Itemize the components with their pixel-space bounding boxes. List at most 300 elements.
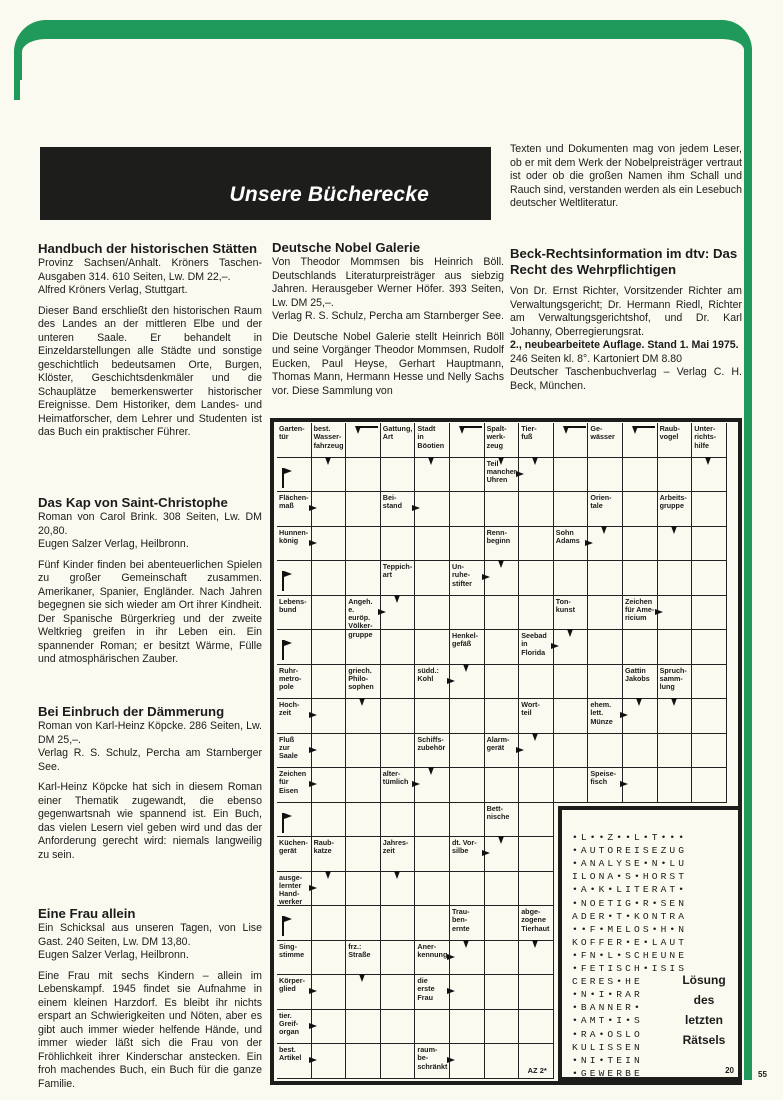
answer-cell[interactable] bbox=[312, 561, 347, 596]
answer-cell[interactable] bbox=[346, 906, 381, 941]
answer-cell[interactable] bbox=[450, 975, 485, 1010]
answer-cell[interactable] bbox=[692, 527, 727, 562]
solution-row: •NI•TEIN bbox=[572, 1054, 643, 1066]
answer-cell[interactable] bbox=[381, 941, 416, 976]
answer-cell[interactable] bbox=[554, 492, 589, 527]
article-title: Eine Frau allein bbox=[38, 906, 136, 921]
answer-cell[interactable] bbox=[588, 734, 623, 769]
clue-cell bbox=[277, 1010, 312, 1045]
answer-cell[interactable] bbox=[381, 527, 416, 562]
arrow-right-icon bbox=[447, 988, 455, 994]
arrow-right-icon bbox=[309, 1023, 317, 1029]
clue-cell bbox=[277, 699, 312, 734]
article-kap bbox=[38, 495, 262, 673]
clue-text: Un- ruhe- stifter bbox=[452, 562, 472, 588]
clue-text: griech. Philo- sophen bbox=[348, 665, 374, 692]
answer-cell[interactable] bbox=[450, 872, 485, 907]
meta-line: Eugen Salzer Verlag, Heilbronn. bbox=[38, 538, 189, 550]
clue-text: Alarm- gerät bbox=[486, 734, 510, 752]
meta-line: Verlag R. S. Schulz, Percha am Starnberger See. bbox=[272, 310, 505, 322]
meta-line: Roman von Karl-Heinz Köpcke. 286 Seiten, Lw. DM 25,–. bbox=[38, 720, 262, 746]
arrow-right-icon bbox=[309, 781, 317, 787]
answer-cell[interactable] bbox=[485, 699, 520, 734]
clue-cell bbox=[588, 768, 623, 803]
answer-cell[interactable] bbox=[312, 768, 347, 803]
answer-cell[interactable] bbox=[519, 492, 554, 527]
clue-text: Teil mancher Uhren bbox=[486, 458, 517, 485]
answer-cell[interactable] bbox=[623, 561, 658, 596]
answer-cell[interactable] bbox=[312, 906, 347, 941]
clue-text: Garten- tür bbox=[279, 424, 305, 442]
clue-cell bbox=[381, 768, 416, 803]
clue-cell bbox=[277, 492, 312, 527]
solution-row: •BANNER• bbox=[572, 1002, 643, 1014]
arrow-down-icon bbox=[463, 664, 469, 672]
answer-cell[interactable] bbox=[415, 527, 450, 562]
answer-cell[interactable] bbox=[485, 665, 520, 700]
clue-cell bbox=[277, 1044, 312, 1079]
solution-row: CERES•HE bbox=[572, 976, 643, 988]
arrow-right-icon bbox=[309, 712, 317, 718]
answer-cell[interactable] bbox=[554, 423, 589, 458]
clue-cell bbox=[485, 734, 520, 769]
answer-cell[interactable] bbox=[554, 699, 589, 734]
clue-cell bbox=[485, 423, 520, 458]
answer-cell[interactable] bbox=[346, 458, 381, 493]
answer-cell[interactable] bbox=[623, 527, 658, 562]
arrow-down-icon bbox=[498, 457, 504, 465]
answer-cell[interactable] bbox=[415, 1010, 450, 1045]
answer-cell[interactable] bbox=[554, 561, 589, 596]
answer-cell[interactable] bbox=[415, 699, 450, 734]
answer-cell[interactable] bbox=[692, 768, 727, 803]
clue-text: Fluß zur Saale bbox=[279, 734, 298, 761]
clue-cell bbox=[277, 734, 312, 769]
answer-cell[interactable] bbox=[312, 527, 347, 562]
meta-line: Provinz Sachsen/Anhalt. Kröners Taschen-Ausgaben 314. 610 Seiten, Lw. DM 22,–. bbox=[38, 257, 262, 283]
arrow-down-icon bbox=[463, 940, 469, 948]
answer-cell[interactable] bbox=[623, 734, 658, 769]
answer-cell[interactable] bbox=[623, 768, 658, 803]
solution-row: ••F•MELOS•H•N bbox=[572, 923, 688, 935]
article-body: Eine Frau mit sechs Kindern – allein im Lebenskampf. 1945 findet sie Aufnahme in einem kleinen Harzdorf. Es bleibt ihr nichts erspart an Schwierigkeiten und Nöten, aber es gibt auch immer wieder helfende Hände, und immer wieder läßt sich die Frau von der Fröhlichkeit ihrer Kinderschar anstecken. Ein froh machendes Buch, ein Buch für die ganze Familie. bbox=[38, 969, 262, 1090]
answer-cell[interactable] bbox=[415, 803, 450, 838]
article-title: Das Kap von Saint-Christophe bbox=[38, 495, 228, 510]
answer-cell[interactable] bbox=[312, 975, 347, 1010]
clue-cell bbox=[277, 941, 312, 976]
answer-cell[interactable] bbox=[312, 803, 347, 838]
answer-cell[interactable] bbox=[692, 665, 727, 700]
clue-cell bbox=[588, 699, 623, 734]
solution-row: ADER•T•KONTRA bbox=[572, 910, 688, 922]
arrow-down-icon bbox=[671, 526, 677, 534]
answer-cell[interactable] bbox=[485, 975, 520, 1010]
answer-cell[interactable] bbox=[381, 975, 416, 1010]
answer-cell[interactable] bbox=[415, 596, 450, 631]
previous-solution-box bbox=[558, 806, 742, 1081]
answer-cell[interactable] bbox=[658, 561, 693, 596]
answer-cell[interactable] bbox=[519, 1010, 554, 1045]
answer-cell[interactable] bbox=[381, 1044, 416, 1079]
answer-cell[interactable] bbox=[277, 561, 312, 596]
arrow-right-icon bbox=[412, 505, 420, 511]
answer-cell[interactable] bbox=[519, 872, 554, 907]
answer-cell[interactable] bbox=[554, 768, 589, 803]
clue-cell bbox=[277, 975, 312, 1010]
article-body: Karl-Heinz Köpcke hat sich in diesem Roman einer Thematik zugewandt, die ebenso gegenwartsnah wie spannend ist. Ein Buch, das vielen Lesern viel geben wird und das der Anforderung gerecht wird: niemals langweilig zu sein. bbox=[38, 781, 262, 861]
answer-cell[interactable] bbox=[519, 561, 554, 596]
clue-text: Bett- nische bbox=[486, 803, 510, 821]
answer-cell[interactable] bbox=[450, 768, 485, 803]
answer-cell[interactable] bbox=[658, 596, 693, 631]
answer-cell[interactable] bbox=[346, 423, 381, 458]
answer-cell[interactable] bbox=[381, 665, 416, 700]
answer-cell[interactable] bbox=[485, 1044, 520, 1079]
clue-cell bbox=[312, 837, 347, 872]
answer-cell[interactable] bbox=[485, 492, 520, 527]
clue-text: raum- be- schränkt bbox=[417, 1045, 448, 1071]
answer-cell[interactable] bbox=[623, 492, 658, 527]
article-title: Beck-Rechtsinformation im dtv: Das Recht des Wehrpflichtigen bbox=[510, 246, 738, 277]
clue-cell bbox=[415, 1044, 450, 1079]
answer-cell[interactable] bbox=[485, 941, 520, 976]
arrow-right-icon bbox=[585, 540, 593, 546]
arrow-right-icon bbox=[447, 954, 455, 960]
answer-cell[interactable] bbox=[346, 837, 381, 872]
answer-cell[interactable] bbox=[485, 906, 520, 941]
answer-cell[interactable] bbox=[692, 734, 727, 769]
clue-cell bbox=[485, 527, 520, 562]
answer-cell[interactable] bbox=[415, 906, 450, 941]
answer-cell[interactable] bbox=[450, 423, 485, 458]
clue-text: Angeh. e. euröp. Völker- gruppe bbox=[348, 596, 373, 639]
clue-cell bbox=[277, 665, 312, 700]
answer-cell[interactable] bbox=[346, 768, 381, 803]
clue-text: Raub- katze bbox=[313, 838, 334, 856]
solution-label-line: Rätsels bbox=[682, 1033, 726, 1047]
clue-cell bbox=[623, 665, 658, 700]
article-nobel-continuation bbox=[510, 143, 742, 217]
solution-row: •NOETIG•R•SEN bbox=[572, 897, 688, 909]
clue-text: Ge- wässer bbox=[590, 424, 615, 442]
clue-text: tier. Greif- organ bbox=[279, 1010, 299, 1037]
clue-text: Aner- kennung bbox=[417, 941, 448, 959]
green-frame-top bbox=[14, 20, 752, 80]
clue-text: Speise- fisch bbox=[590, 769, 616, 787]
green-frame-right bbox=[744, 70, 752, 1080]
arrow-right-icon bbox=[482, 850, 490, 856]
answer-cell[interactable] bbox=[519, 1044, 554, 1079]
answer-cell[interactable] bbox=[312, 941, 347, 976]
clue-text: Tier- fuß bbox=[521, 424, 537, 442]
clue-cell bbox=[485, 803, 520, 838]
answer-cell[interactable] bbox=[588, 561, 623, 596]
article-title: Handbuch der historischen Stätten bbox=[38, 241, 258, 256]
arrow-down-icon bbox=[394, 871, 400, 879]
corner-arrow-right-icon bbox=[282, 571, 284, 591]
arrow-down-icon bbox=[567, 629, 573, 637]
clue-cell bbox=[450, 837, 485, 872]
clue-cell bbox=[346, 596, 381, 639]
answer-cell[interactable] bbox=[381, 1010, 416, 1045]
clue-text: Raub- vogel bbox=[659, 424, 680, 442]
solution-row: •GEWERBE bbox=[572, 1067, 643, 1079]
answer-cell[interactable] bbox=[519, 837, 554, 872]
clue-text: Seebad in Florida bbox=[521, 631, 547, 657]
answer-cell[interactable] bbox=[450, 458, 485, 493]
clue-cell bbox=[346, 941, 381, 976]
solution-row: ILONA•S•HORST bbox=[572, 871, 688, 883]
clue-text: Spruch- samm- lung bbox=[659, 665, 687, 692]
crossword-puzzle bbox=[270, 418, 742, 1085]
answer-cell[interactable] bbox=[450, 492, 485, 527]
corner-arrow-down-icon bbox=[356, 426, 378, 428]
solution-row: •ANALYSE•N•LU bbox=[572, 858, 688, 870]
answer-cell[interactable] bbox=[346, 872, 381, 907]
solution-row: •L••Z••L•T••• bbox=[572, 832, 688, 843]
arrow-down-icon bbox=[705, 457, 711, 465]
arrow-right-icon bbox=[309, 540, 317, 546]
answer-cell[interactable] bbox=[312, 630, 347, 665]
article-handbuch bbox=[38, 241, 262, 446]
answer-cell[interactable] bbox=[623, 423, 658, 458]
answer-cell[interactable] bbox=[415, 561, 450, 596]
price-line: 246 Seiten kl. 8°. Kartoniert DM 8.80 bbox=[510, 352, 683, 365]
answer-cell[interactable] bbox=[692, 699, 727, 734]
clue-text: Schiffs- zubehör bbox=[417, 734, 446, 752]
clue-cell bbox=[658, 665, 693, 700]
answer-cell[interactable] bbox=[277, 906, 312, 941]
answer-cell[interactable] bbox=[346, 1010, 381, 1045]
answer-cell[interactable] bbox=[312, 699, 347, 734]
answer-cell[interactable] bbox=[415, 630, 450, 665]
clue-cell bbox=[415, 941, 450, 976]
arrow-down-icon bbox=[359, 974, 365, 982]
answer-cell[interactable] bbox=[554, 665, 589, 700]
solution-row: •RA•OSLO bbox=[572, 1028, 643, 1040]
answer-cell[interactable] bbox=[312, 596, 347, 631]
answer-cell[interactable] bbox=[588, 630, 623, 665]
answer-cell[interactable] bbox=[277, 630, 312, 665]
clue-cell bbox=[588, 423, 623, 458]
answer-cell[interactable] bbox=[485, 872, 520, 907]
answer-cell[interactable] bbox=[415, 837, 450, 872]
arrow-right-icon bbox=[482, 574, 490, 580]
arrow-down-icon bbox=[428, 457, 434, 465]
clue-cell bbox=[415, 665, 450, 700]
clue-text: die erste Frau bbox=[417, 976, 435, 1002]
clue-cell bbox=[450, 906, 485, 941]
clue-cell bbox=[415, 734, 450, 769]
corner-arrow-down-icon bbox=[633, 426, 655, 428]
answer-cell[interactable] bbox=[312, 492, 347, 527]
clue-cell bbox=[658, 423, 693, 458]
clue-cell bbox=[381, 423, 416, 458]
answer-cell[interactable] bbox=[450, 699, 485, 734]
answer-cell[interactable] bbox=[692, 561, 727, 596]
answer-cell[interactable] bbox=[519, 803, 554, 838]
answer-cell[interactable] bbox=[312, 665, 347, 700]
clue-cell bbox=[519, 906, 554, 941]
corner-arrow-down-icon bbox=[460, 426, 482, 428]
answer-cell[interactable] bbox=[658, 630, 693, 665]
clue-text: Körper- glied bbox=[279, 976, 305, 994]
clue-text: Ruhr- metro- pole bbox=[279, 665, 302, 692]
answer-cell[interactable] bbox=[588, 665, 623, 700]
clue-cell bbox=[415, 975, 450, 1010]
answer-cell[interactable] bbox=[450, 803, 485, 838]
clue-cell bbox=[519, 699, 554, 734]
article-title: Deutsche Nobel Galerie bbox=[272, 240, 421, 255]
article-body: Dieser Band erschließt den historischen Raum des Landes an der mittleren Elbe und der unteren Saale. Er behandelt in Einzeldarstellungen alle Städte und sonstige geschichtlich bedeutsamen Orte, Burgen, Klöster, Geschichtsdenkmäler und die Schauplätze bemerkenswerter historischer Ereignisse. Dem Historiker, dem Landes- und Heimatforscher, dem Lehrer und Studenten ist das Buch ein praktischer Führer. bbox=[38, 304, 262, 438]
clue-text: Teppich- art bbox=[382, 562, 413, 580]
clue-text: Renn- beginn bbox=[486, 527, 511, 545]
answer-cell[interactable] bbox=[692, 630, 727, 665]
clue-cell bbox=[588, 492, 623, 527]
arrow-right-icon bbox=[412, 781, 420, 787]
clue-text: best. Artikel bbox=[279, 1045, 302, 1063]
answer-cell[interactable] bbox=[450, 1010, 485, 1045]
answer-cell[interactable] bbox=[381, 906, 416, 941]
clue-cell bbox=[450, 630, 485, 665]
clue-text: Küchen- gerät bbox=[279, 838, 308, 856]
clue-text: abge- zogene Tierhaut bbox=[521, 907, 550, 933]
answer-cell[interactable] bbox=[519, 768, 554, 803]
article-title: Bei Einbruch der Dämmerung bbox=[38, 704, 225, 719]
arrow-down-icon bbox=[601, 526, 607, 534]
answer-cell[interactable] bbox=[658, 768, 693, 803]
clue-text: Unter- richts- hilfe bbox=[694, 424, 717, 450]
answer-cell[interactable] bbox=[381, 630, 416, 665]
article-meta bbox=[38, 720, 262, 774]
answer-cell[interactable] bbox=[346, 803, 381, 838]
answer-cell[interactable] bbox=[450, 527, 485, 562]
arrow-right-icon bbox=[516, 471, 524, 477]
arrow-down-icon bbox=[359, 698, 365, 706]
clue-cell bbox=[554, 596, 589, 631]
clue-text: Bei- stand bbox=[382, 493, 402, 511]
clue-cell bbox=[519, 423, 554, 458]
answer-cell[interactable] bbox=[623, 458, 658, 493]
article-frau-allein bbox=[38, 906, 262, 1097]
green-frame-left bbox=[14, 70, 20, 100]
answer-cell[interactable] bbox=[450, 1044, 485, 1079]
answer-cell[interactable] bbox=[415, 872, 450, 907]
clue-cell bbox=[623, 596, 658, 631]
clue-cell bbox=[346, 665, 381, 700]
answer-cell[interactable] bbox=[485, 1010, 520, 1045]
answer-cell[interactable] bbox=[588, 458, 623, 493]
answer-cell[interactable] bbox=[312, 1044, 347, 1079]
page-number: 55 bbox=[758, 1070, 767, 1079]
clue-cell bbox=[277, 837, 312, 872]
answer-cell[interactable] bbox=[519, 665, 554, 700]
answer-cell[interactable] bbox=[519, 975, 554, 1010]
corner-arrow-right-icon bbox=[282, 916, 284, 936]
answer-cell[interactable] bbox=[381, 699, 416, 734]
solution-label-line: des bbox=[693, 993, 715, 1007]
clue-text: frz.: Straße bbox=[348, 941, 371, 959]
answer-cell[interactable] bbox=[346, 527, 381, 562]
arrow-right-icon bbox=[309, 747, 317, 753]
clue-text: Henkel- gefäß bbox=[452, 631, 478, 649]
meta-line: Roman von Carol Brink. 308 Seiten, Lw. DM 20,80. bbox=[38, 511, 262, 537]
answer-cell[interactable] bbox=[312, 734, 347, 769]
answer-cell[interactable] bbox=[692, 492, 727, 527]
arrow-down-icon bbox=[325, 457, 331, 465]
answer-cell[interactable] bbox=[554, 458, 589, 493]
clue-text: best. Wasser- fahrzeug bbox=[313, 424, 344, 450]
answer-cell[interactable] bbox=[346, 492, 381, 527]
answer-cell[interactable] bbox=[277, 803, 312, 838]
clue-text: Zeichen für Eisen bbox=[279, 769, 307, 795]
clue-cell bbox=[277, 768, 312, 803]
answer-cell[interactable] bbox=[519, 596, 554, 631]
corner-arrow-right-icon bbox=[282, 468, 284, 488]
arrow-right-icon bbox=[620, 712, 628, 718]
arrow-right-icon bbox=[378, 609, 386, 615]
arrow-down-icon bbox=[532, 733, 538, 741]
answer-cell[interactable] bbox=[381, 458, 416, 493]
answer-cell[interactable] bbox=[519, 527, 554, 562]
answer-cell[interactable] bbox=[554, 734, 589, 769]
answer-cell[interactable] bbox=[381, 734, 416, 769]
clue-cell bbox=[450, 561, 485, 596]
answer-cell[interactable] bbox=[485, 768, 520, 803]
arrow-right-icon bbox=[551, 643, 559, 649]
article-nobel-galerie bbox=[272, 240, 504, 404]
answer-cell[interactable] bbox=[415, 492, 450, 527]
answer-cell[interactable] bbox=[485, 630, 520, 665]
meta-line: Alfred Kröners Verlag, Stuttgart. bbox=[38, 284, 188, 296]
answer-cell[interactable] bbox=[450, 734, 485, 769]
clue-cell bbox=[415, 423, 450, 458]
answer-cell[interactable] bbox=[485, 596, 520, 631]
article-meta bbox=[272, 256, 504, 324]
clue-cell bbox=[277, 872, 312, 907]
answer-cell[interactable] bbox=[346, 734, 381, 769]
answer-cell[interactable] bbox=[450, 596, 485, 631]
meta-line: Verlag R. S. Schulz, Percha am Starnberger See. bbox=[38, 747, 262, 773]
answer-cell[interactable] bbox=[346, 630, 381, 665]
answer-cell[interactable] bbox=[658, 734, 693, 769]
corner-arrow-right-icon bbox=[282, 813, 284, 833]
arrow-down-icon bbox=[498, 560, 504, 568]
arrow-right-icon bbox=[620, 781, 628, 787]
clue-text: Wort- teil bbox=[521, 700, 540, 718]
clue-text: Gattung, Art bbox=[382, 424, 413, 442]
answer-cell[interactable] bbox=[623, 630, 658, 665]
answer-cell[interactable] bbox=[312, 1010, 347, 1045]
answer-cell[interactable] bbox=[381, 803, 416, 838]
answer-cell[interactable] bbox=[692, 596, 727, 631]
answer-cell[interactable] bbox=[588, 596, 623, 631]
answer-cell[interactable] bbox=[346, 1044, 381, 1079]
answer-cell[interactable] bbox=[346, 561, 381, 596]
meta-line: Von Dr. Ernst Richter, Vorsitzender Richter am Verwaltungsgericht; Dr. Hermann Riedl, Richter am Verwaltungsgerichtshof, und Dr. Karl Johanny, Oberregierungsrat. bbox=[510, 285, 742, 338]
edition-line: 2., neubearbeitete Auflage. Stand 1. Mai 1975. bbox=[510, 339, 739, 351]
solution-row: KOFFER•E•LAUT bbox=[572, 936, 688, 948]
answer-cell[interactable] bbox=[277, 458, 312, 493]
arrow-down-icon bbox=[532, 940, 538, 948]
arrow-right-icon bbox=[447, 1057, 455, 1063]
clue-cell bbox=[658, 492, 693, 527]
clue-cell bbox=[277, 423, 312, 458]
answer-cell[interactable] bbox=[658, 458, 693, 493]
corner-arrow-down-icon bbox=[564, 426, 586, 428]
clue-text: Lebens- bund bbox=[279, 596, 307, 614]
puzzle-code: AZ 2* bbox=[527, 1066, 547, 1076]
